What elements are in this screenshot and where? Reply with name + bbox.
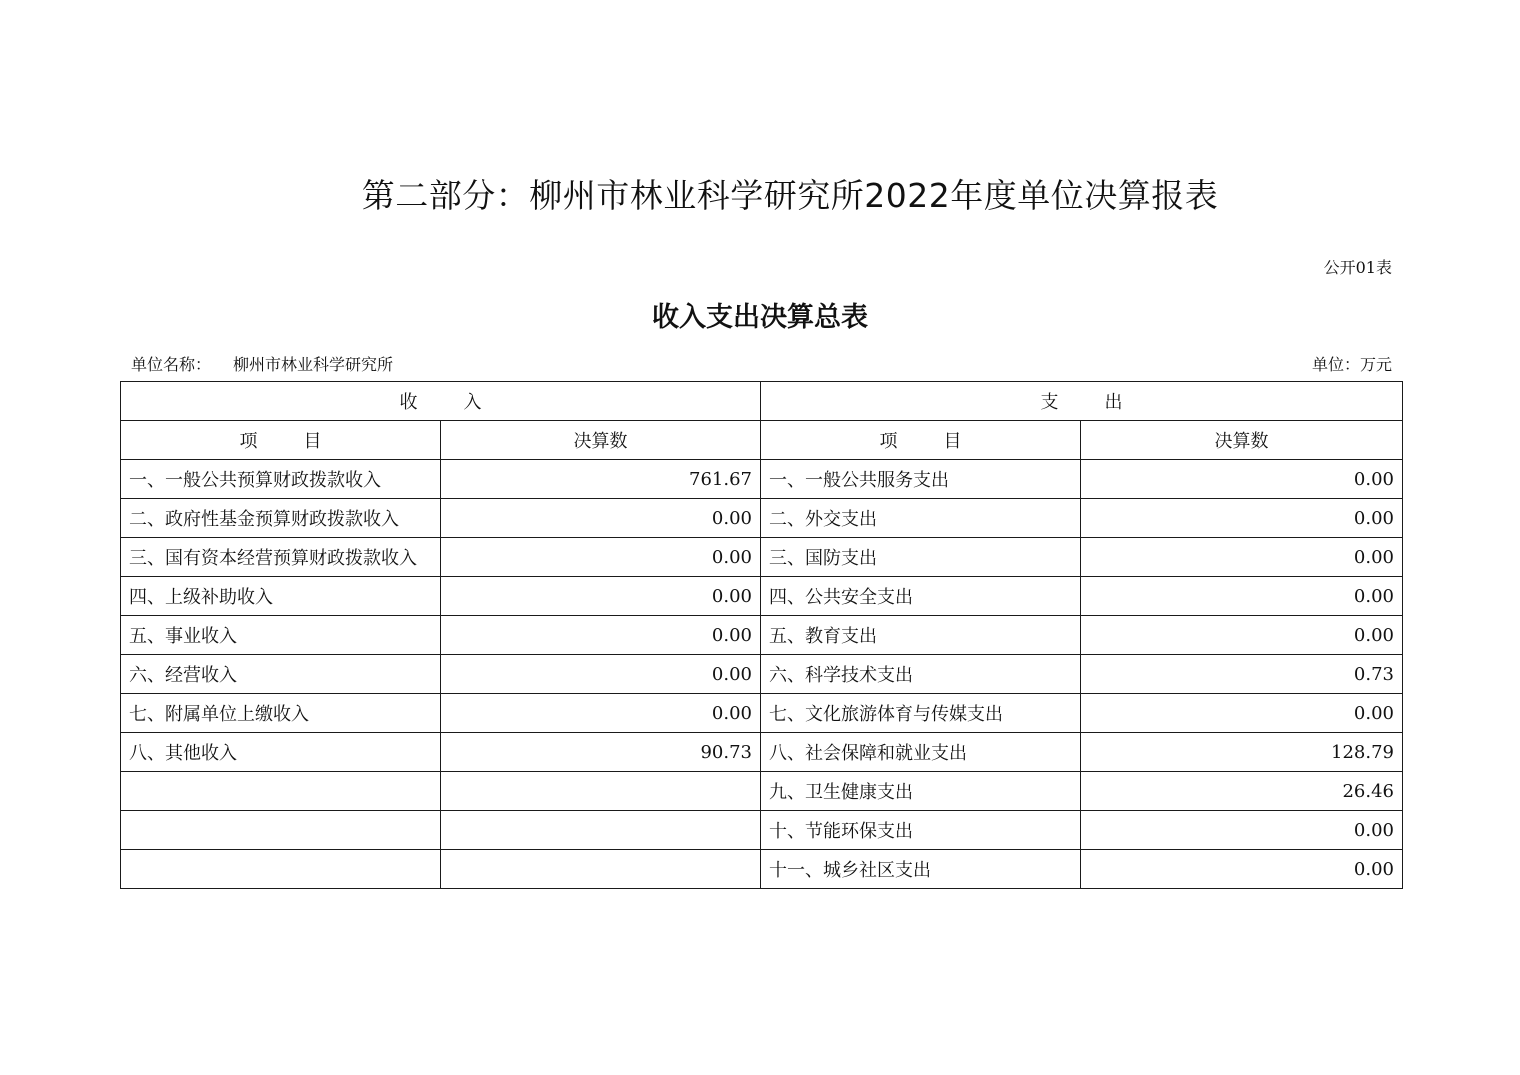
report-subtitle: 收入支出决算总表 — [652, 302, 868, 333]
expense-item-cell: 十一、城乡社区支出 — [761, 850, 1081, 889]
table-row — [121, 577, 1403, 616]
expense-item-cell: 二、外交支出 — [761, 499, 1081, 538]
income-amount-cell — [441, 811, 761, 850]
expense-item-cell: 十、节能环保支出 — [761, 811, 1081, 850]
expense-amount-cell: 0.00 — [1081, 850, 1403, 889]
income-item-cell — [121, 850, 441, 889]
income-amount-cell: 0.00 — [441, 694, 761, 733]
form-code: 公开01表 — [1323, 258, 1392, 277]
income-item-cell — [121, 811, 441, 850]
expense-group-header: 支 出 — [761, 382, 1403, 421]
expense-amount-cell: 0.00 — [1081, 538, 1403, 577]
expense-item-cell: 三、国防支出 — [761, 538, 1081, 577]
expense-amount-cell: 0.00 — [1081, 577, 1403, 616]
table-row — [121, 772, 1403, 811]
expense-item-cell: 九、卫生健康支出 — [761, 772, 1081, 811]
expense-amount-header: 决算数 — [1081, 421, 1403, 460]
expense-item-cell: 六、科学技术支出 — [761, 655, 1081, 694]
income-amount-header: 决算数 — [441, 421, 761, 460]
income-expense-summary-table — [120, 381, 1403, 889]
income-item-cell: 七、附属单位上缴收入 — [121, 694, 441, 733]
income-amount-cell: 0.00 — [441, 538, 761, 577]
table-row — [121, 811, 1403, 850]
table-row — [121, 694, 1403, 733]
expense-amount-cell: 0.00 — [1081, 460, 1403, 499]
income-group-header: 收 入 — [121, 382, 761, 421]
expense-amount-cell: 0.00 — [1081, 499, 1403, 538]
table-row — [121, 499, 1403, 538]
expense-amount-cell: 0.00 — [1081, 616, 1403, 655]
table-row — [121, 733, 1403, 772]
expense-item-header: 项 目 — [761, 421, 1081, 460]
income-item-cell — [121, 772, 441, 811]
main-title: 第二部分：柳州市林业科学研究所2022年度单位决算报表 — [361, 176, 1219, 215]
unit-name — [131, 352, 393, 375]
income-amount-cell: 0.00 — [441, 616, 761, 655]
table-row — [121, 655, 1403, 694]
expense-item-cell: 五、教育支出 — [761, 616, 1081, 655]
income-item-cell: 二、政府性基金预算财政拨款收入 — [121, 499, 441, 538]
income-amount-cell — [441, 772, 761, 811]
income-amount-cell: 0.00 — [441, 655, 761, 694]
expense-amount-cell: 0.00 — [1081, 811, 1403, 850]
table-row — [121, 538, 1403, 577]
income-item-cell: 六、经营收入 — [121, 655, 441, 694]
table-row — [121, 460, 1403, 499]
expense-item-cell: 一、一般公共服务支出 — [761, 460, 1081, 499]
income-item-cell: 五、事业收入 — [121, 616, 441, 655]
expense-amount-cell: 26.46 — [1081, 772, 1403, 811]
unit-name-label: 单位名称： — [131, 355, 212, 374]
income-amount-cell: 761.67 — [441, 460, 761, 499]
table-row — [121, 616, 1403, 655]
expense-item-cell: 八、社会保障和就业支出 — [761, 733, 1081, 772]
table-row — [121, 850, 1403, 889]
income-amount-cell: 0.00 — [441, 577, 761, 616]
column-header-row — [121, 421, 1403, 460]
group-header-row — [121, 382, 1403, 421]
expense-amount-cell: 0.00 — [1081, 694, 1403, 733]
income-amount-cell: 90.73 — [441, 733, 761, 772]
income-amount-cell: 0.00 — [441, 499, 761, 538]
expense-item-cell: 四、公共安全支出 — [761, 577, 1081, 616]
income-item-cell: 三、国有资本经营预算财政拨款收入 — [121, 538, 441, 577]
expense-amount-cell: 0.73 — [1081, 655, 1403, 694]
income-item-cell: 八、其他收入 — [121, 733, 441, 772]
expense-item-cell: 七、文化旅游体育与传媒支出 — [761, 694, 1081, 733]
expense-amount-cell: 128.79 — [1081, 733, 1403, 772]
income-item-cell: 一、一般公共预算财政拨款收入 — [121, 460, 441, 499]
income-amount-cell — [441, 850, 761, 889]
unit-name-value: 柳州市林业科学研究所 — [233, 355, 394, 374]
income-item-header: 项 目 — [121, 421, 441, 460]
unit-measure: 单位：万元 — [1311, 355, 1392, 374]
income-item-cell: 四、上级补助收入 — [121, 577, 441, 616]
